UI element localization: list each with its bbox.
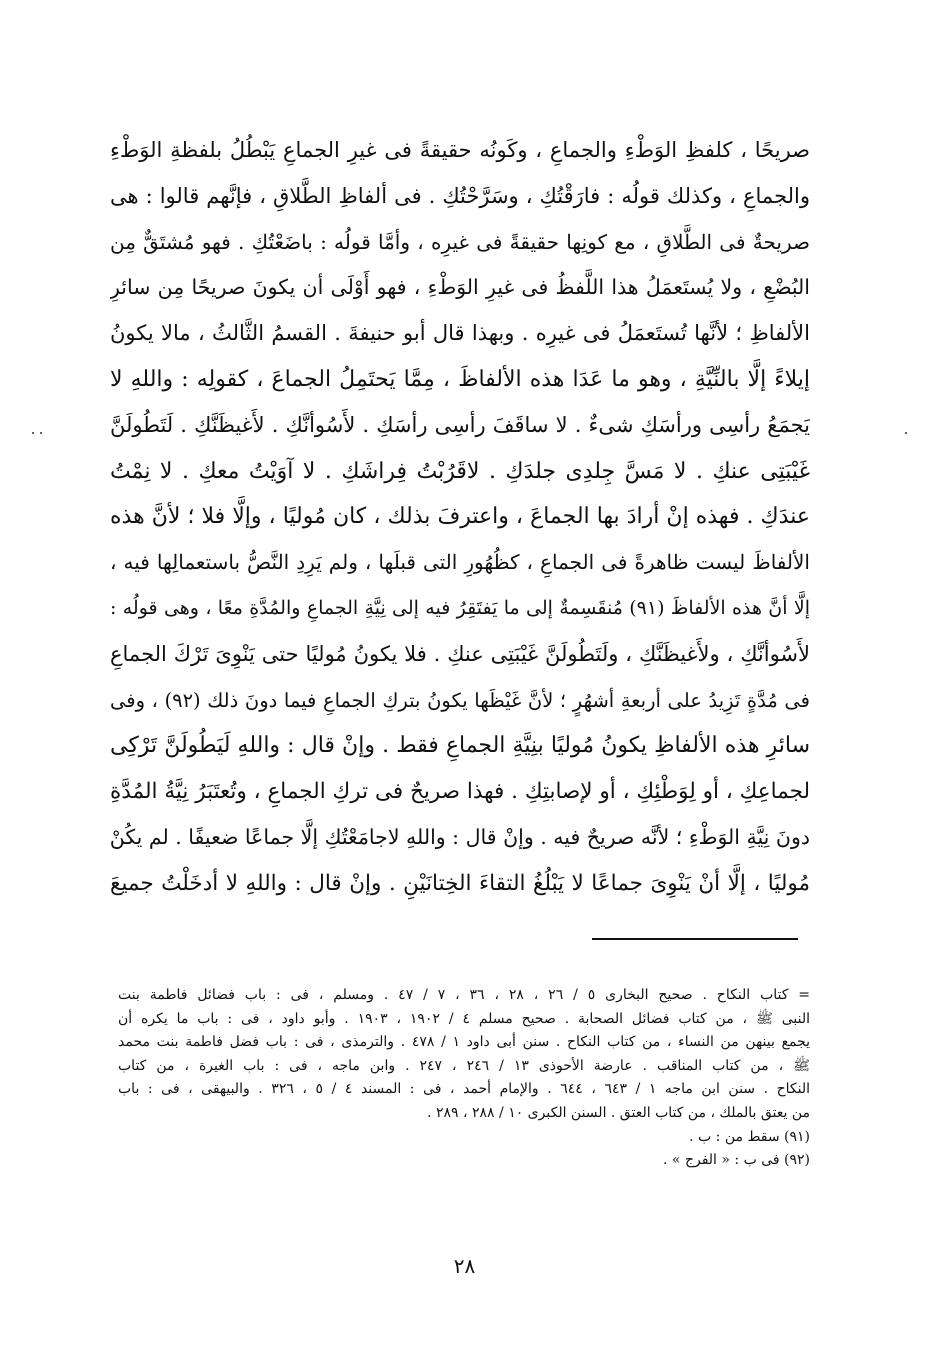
footnote-line: النبى ﷺ ، من كتاب فضائل الصحابة . صحيح مسلم ٤ / ١٩٠٢ ، ١٩٠٣ . وأبو داود ، فى : باب ما يكره أن	[118, 1010, 810, 1027]
footnote-line: من يعتق بالملك ، من كتاب العتق . السنن الكبرى ١٠ / ٢٨٨ ، ٢٨٩ .	[427, 1104, 810, 1121]
main-text	[110, 128, 810, 907]
footnote-line: ﷺ ، من كتاب المناقب . عارضة الأحوذى ١٣ / ٢٤٦ ، ٢٤٧ . وابن ماجه ، فى : باب الغيرة ، من كتاب	[118, 1057, 810, 1074]
text-line: لجماعِكِ ، أو لِوَطْئِكِ ، أو لإصابتِكِ . فهذا صريحٌ فى تركِ الجماعِ ، وتُعتَبَرُ نِيَّةُ المُدَّةِ	[110, 779, 810, 805]
text-line: صريحًا ، كلفظِ الوَطْءِ والجماعِ ، وكَونُه حقيقةً فى غيرِ الجماعِ يَبْطُلُ بلفظةِ الوَطْءِ	[110, 138, 810, 162]
footnote-line: = كتاب النكاح . صحيح البخارى ٥ / ٢٦ ، ٢٨ ، ٣٦ ، ٧ / ٤٧ . ومسلم ، فى : باب فضائل فاطمة بنت	[118, 987, 810, 1003]
scan-speck	[40, 432, 42, 434]
text-line: إيلاءً إلَّا بالنِّيَّةِ ، وهو ما عَدَا هذه الألفاظَ ، مِمَّا يَحتَمِلُ الجماعَ ، كقولِه : واللهِ لا	[110, 366, 810, 392]
footnote-92: (٩٢) فى ب : « الفرج » .	[663, 1152, 810, 1169]
footnote-line: النكاح . سنن ابن ماجه ١ / ٦٤٣ ، ٦٤٤ . والإمام أحمد ، فى : المسند ٤ / ٥ ، ٣٢٦ . والبيهقى ، فى : باب	[118, 1081, 810, 1098]
footnote-separator	[592, 938, 798, 940]
scan-speck	[32, 432, 34, 434]
text-line: يَجمَعُ رأسِى ورأسَكِ شىءٌ . لا ساقَفَ رأسِى رأسَكِ . لأَسُوأنَّكِ . لأَغيظَنَّكِ . لَتَطُولَنَّ	[110, 412, 810, 437]
text-line: مُوليًا ، إلَّا أنْ يَنْوِىَ جماعًا لا يَبْلُغُ التقاءَ الخِتانَيْنِ . وإنْ قال : واللهِ لا أدخَلْتُ جميعَ	[110, 870, 810, 896]
text-line: إلَّا أنَّ هذه الألفاظَ (٩١) مُنقَسِمةٌ إلى ما يَفتَقِرُ فيه إلى نِيَّةِ الجماعِ والمُدَّةِ معًا ، وهى قولُه :	[110, 596, 810, 619]
text-line: عندَكِ . فهذه إنْ أرادَ بها الجماعَ ، واعترفَ بذلك ، كان مُوليًا ، وإلَّا فلا ؛ لأنَّ هذه	[110, 504, 810, 530]
text-line: والجماعِ ، وكذلك قولُه : فارَقْتُكِ ، وسَرَّحْتُكِ . فى ألفاظِ الطَّلاقِ ، فإنَّهم قالوا : هى	[110, 183, 810, 208]
text-line: سائرِ هذه الألفاظِ يكونُ مُوليًا بنِيَّةِ الجماعِ فقط . وإنْ قال : واللهِ لَيَطُولَنَّ تَرْكِى	[110, 733, 810, 759]
text-line: لأَسُوأنَّكِ ، ولأَغيظَنَّكِ ، ولَتَطُولَنَّ غَيْبَتِى عنكِ . فلا يكونُ مُوليًا حتى يَنْوِىَ تَرْكَ الجماعِ	[110, 641, 810, 666]
footnotes	[118, 984, 810, 1173]
footnote-line: يجمع بينهن من النساء ، من كتاب النكاح . سنن أبى داود ١ / ٤٧٨ . والترمذى ، فى : باب فضل فاطمة بنت محمد	[118, 1034, 810, 1051]
text-line: الألفاظِ ؛ لأنَّها تُستَعمَلُ فى غيرِه . وبهذا قال أبو حنيفةَ . القسمُ الثَّالثُ ، مالا يكونُ	[110, 321, 810, 346]
text-line: صريحةٌ فى الطَّلاقِ ، مع كونِها حقيقةً فى غيرِه ، وأمَّا قولُه : باضَعْتُكِ . فهو مُشتَقٌّ مِن	[110, 229, 810, 254]
scan-speck	[905, 432, 907, 434]
text-line: غَيْبَتِى عنكِ . لا مَسَّ جِلدِى جلدَكِ . لاقَرُبْتُ فِراشَكِ . لا آوَيْتُ معكِ . لا نِمْتُ	[110, 458, 810, 484]
page-number: ٢٨	[453, 1254, 476, 1278]
text-line: دونَ نِيَّةِ الوَطْءِ ؛ لأنَّه صريحٌ فيه . وإنْ قال : واللهِ لاجامَعْتُكِ إلَّا جماعًا ضعيفًا . لم يكُنْ	[110, 824, 810, 849]
text-line: البُضْعِ ، ولا يُستَعمَلُ هذا اللَّفظُ فى غيرِ الوَطْءِ ، فهو أَوْلَى أن يكونَ صريحًا مِن سائرِ	[110, 275, 810, 300]
text-line: فى مُدَّةٍ تَزِيدُ على أربعةِ أشهُرٍ ؛ لأنَّ غَيْظَها يكونُ بتركِ الجماعِ فيما دونَ ذلك (٩٢) ، وفى	[110, 688, 810, 712]
footnote-91: (٩١) سقط من : ب .	[689, 1128, 810, 1145]
text-line: الألفاظَ ليست ظاهرةً فى الجماعِ ، كظُهُورِ التى قبلَها ، ولم يَرِدِ النَّصُّ باستعمالِها فيه ،	[110, 550, 810, 575]
